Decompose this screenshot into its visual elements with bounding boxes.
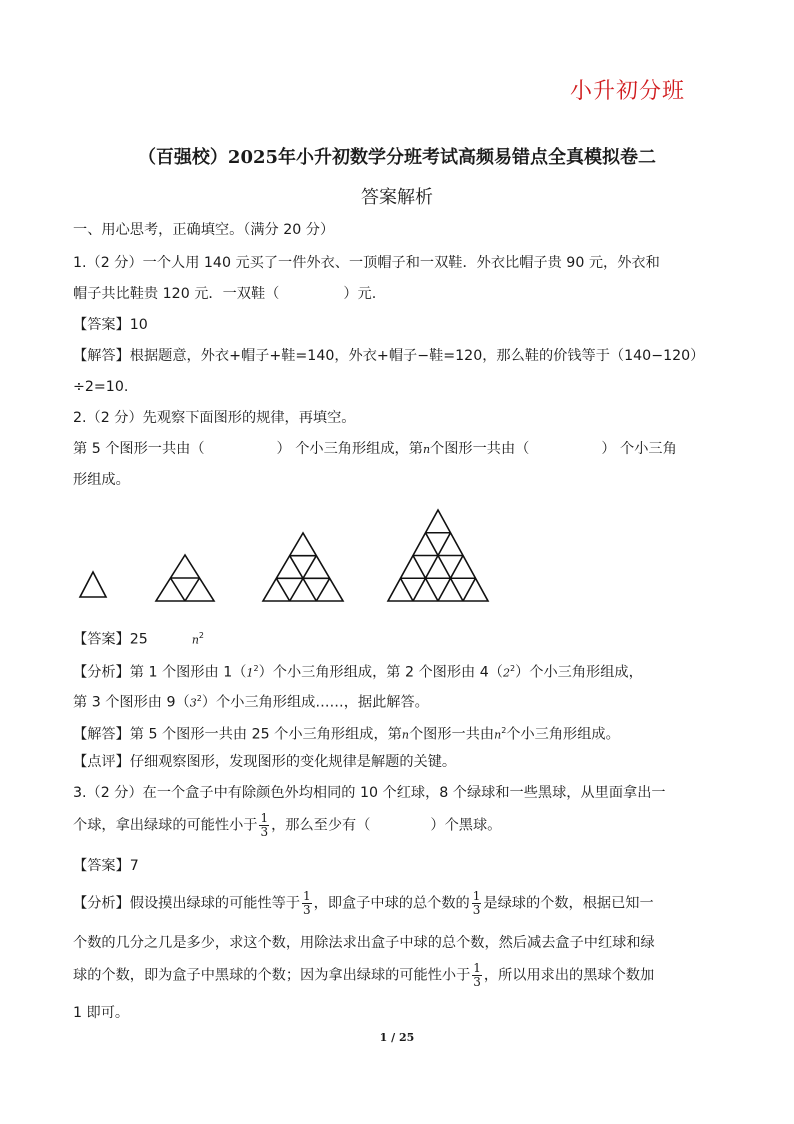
q2-answer-label: 【答案】25 — [73, 631, 148, 648]
q2-line2-b: ） 个小三角形组成，第 — [276, 441, 423, 457]
section-heading: 一、用心思考，正确填空。（满分 20 分） — [73, 222, 335, 238]
triangle-figure-4 — [388, 510, 488, 601]
q3-analysis-line4: 1 即可。 — [73, 1005, 130, 1021]
page-subtitle: 答案解析 — [361, 187, 433, 208]
q3-line2-c: ）个黑球。 — [430, 817, 502, 834]
q3-analysis-line2: 个数的几分之几是多少，求这个数，用除法求出盒子中球的总个数，然后减去盒子中红球和绿 — [73, 935, 655, 951]
q2-solution-c: 个小三角形组成。 — [506, 726, 620, 743]
fraction-one-third: $\frac{1}{3}$ — [260, 811, 269, 839]
q2-power-exp-2: 2 — [509, 664, 516, 673]
q2-analysis-2b: ）个小三角形组成……，据此解答。 — [201, 694, 429, 711]
q2-n-symbol: n — [422, 443, 431, 456]
q2-analysis-1b: ）个小三角形组成，第 2 个图形由 4（ — [258, 664, 503, 681]
q2-solution-n: n — [401, 728, 409, 742]
q2-answer-n: n — [191, 633, 199, 647]
q2-answer — [73, 626, 204, 651]
page-number: 1 / 25 — [379, 1031, 415, 1044]
q3-line2 — [73, 812, 501, 839]
q2-analysis-1c: ）个小三角形组成， — [515, 664, 643, 681]
q2-analysis-1a: 【分析】第 1 个图形由 1（ — [73, 664, 247, 681]
q1-line2 — [73, 284, 376, 304]
fraction-one-third: $\frac{1}{3}$ — [473, 961, 481, 989]
q2-line3: 形组成。 — [73, 472, 130, 488]
q3-analysis-3b: ，所以用求出的黑球个数加 — [483, 967, 655, 984]
q2-line2 — [73, 439, 677, 460]
fraction-one-third: $\frac{1}{3}$ — [472, 889, 481, 917]
q2-line2-a: 第 5 个图形一共由（ — [73, 441, 205, 457]
q2-power-base-1: 1 — [246, 666, 254, 680]
q3-analysis-1c: 是绿球的个数，根据已知一 — [483, 895, 654, 912]
q2-power-exp-3: 2 — [196, 694, 202, 703]
q2-power-base-2: 2 — [502, 666, 510, 680]
q1-line2-end: ）元. — [343, 286, 377, 302]
q1-solution-line2: ÷2=10. — [73, 379, 129, 395]
q2-line1: 2.（2 分）先观察下面图形的规律，再填空。 — [73, 410, 356, 426]
q3-answer: 【答案】7 — [73, 858, 139, 874]
q2-analysis-line2 — [73, 689, 429, 714]
brand-label: 小升初分班 — [570, 79, 686, 104]
q2-comment: 【点评】仔细观察图形，发现图形的变化规律是解题的关键。 — [73, 754, 457, 770]
triangle-figure-1 — [80, 572, 106, 597]
q3-analysis-3a: 球的个数，即为盒子中黑球的个数；因为拿出绿球的可能性小于 — [73, 967, 471, 984]
q2-analysis-2a: 第 3 个图形由 9（ — [73, 694, 190, 711]
q2-line2-d: ） 个小三角 — [601, 441, 677, 457]
q3-line1: 3.（2 分）在一个盒子中有除颜色外均相同的 10 个红球，8 个绿球和一些黑球，从里面拿出一 — [73, 785, 666, 801]
q3-analysis-line1 — [73, 890, 654, 917]
q3-line2-b: ，那么至少有（ — [271, 817, 371, 834]
q2-analysis-line1 — [73, 659, 643, 684]
q2-answer-exponent: 2 — [198, 631, 204, 640]
q2-solution-exp: 2 — [501, 726, 507, 735]
q3-analysis-1b: ，即盒子中球的总个数的 — [313, 895, 470, 912]
triangle-figure-2 — [156, 555, 214, 601]
q1-answer: 【答案】10 — [73, 317, 148, 333]
q2-line2-c: 个图形一共由（ — [430, 441, 530, 457]
q2-power-base-3: 3 — [189, 696, 197, 710]
triangle-figure-3 — [263, 533, 343, 601]
q2-solution-n-power: n — [494, 728, 502, 742]
q2-power-exp-1: 2 — [253, 664, 259, 673]
q2-solution-b: 个图形一共由 — [408, 726, 495, 743]
q2-solution-a: 【解答】第 5 个图形一共由 25 个小三角形组成，第 — [73, 726, 402, 743]
page-title: （百强校）2025年小升初数学分班考试高频易错点全真模拟卷二 — [137, 147, 657, 168]
triangle-pattern-figure — [70, 500, 490, 610]
q1-line1: 1.（2 分）一个人用 140 元买了一件外衣、一顶帽子和一双鞋．外衣比帽子贵 90 元，外衣和 — [73, 255, 660, 271]
q3-line2-a: 个球，拿出绿球的可能性小于 — [73, 817, 258, 834]
q2-solution — [73, 721, 620, 746]
q1-line2-start: 帽子共比鞋贵 120 元．一双鞋（ — [73, 286, 280, 302]
fraction-one-third: $\frac{1}{3}$ — [303, 889, 311, 917]
q1-solution-line1: 【解答】根据题意，外衣+帽子+鞋=140，外衣+帽子−鞋=120，那么鞋的价钱等于（140−120） — [73, 348, 705, 364]
q3-analysis-line3 — [73, 962, 654, 989]
q3-analysis-1a: 【分析】假设摸出绿球的可能性等于 — [73, 895, 301, 912]
